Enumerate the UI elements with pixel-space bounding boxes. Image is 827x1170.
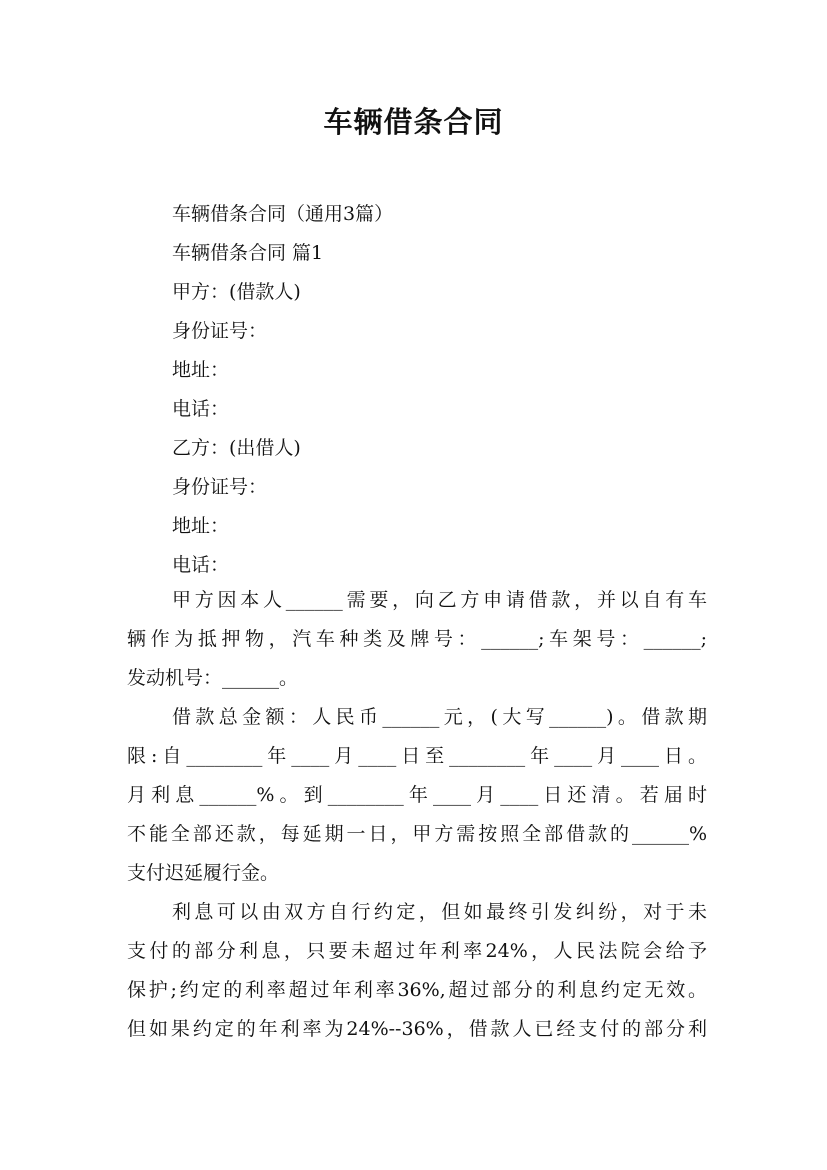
party-a-phone-field: 电话：: [172, 398, 230, 420]
party-a-label: 甲方：(借款人): [172, 281, 301, 303]
party-b-id-field: 身份证号：: [172, 476, 268, 498]
party-a-id-field: 身份证号：: [172, 320, 268, 342]
paragraph-line: 利息可以由双方自行约定，但如最终引发纠纷，对于未: [172, 901, 707, 923]
paragraph-interest: [127, 893, 707, 1049]
paragraph-line: 支付迟延履行金。: [127, 862, 280, 884]
paragraph-loan-terms: [127, 698, 707, 893]
paragraph-line: 限:自________年____月____日至________年____月____日。: [127, 745, 707, 767]
party-b-address-field: 地址：: [172, 515, 230, 537]
paragraph-line: 支付的部分利息，只要未超过年利率24%，人民法院会给予: [127, 940, 707, 962]
party-b-label: 乙方：(出借人): [172, 437, 301, 459]
paragraph-line: 但如果约定的年利率为24%--36%，借款人已经支付的部分利: [127, 1018, 707, 1040]
paragraph-line: 发动机号：______。: [127, 667, 299, 689]
paragraph-collateral: [127, 581, 707, 698]
section-heading: 车辆借条合同 篇1: [172, 242, 324, 264]
paragraph-line: 月利息______%。到________年____月____日还清。若届时: [127, 784, 707, 806]
party-a-address-field: 地址：: [172, 359, 230, 381]
paragraph-line: 甲方因本人______需要，向乙方申请借款，并以自有车: [172, 589, 707, 611]
document-subtitle: 车辆借条合同（通用3篇）: [172, 203, 394, 225]
paragraph-line: 辆作为抵押物，汽车种类及牌号：______;车架号：______;: [127, 628, 707, 650]
document-title: 车辆借条合同: [323, 105, 504, 139]
paragraph-line: 不能全部还款，每延期一日，甲方需按照全部借款的______%: [127, 823, 707, 845]
party-b-phone-field: 电话：: [172, 554, 230, 576]
paragraph-line: 借款总金额：人民币______元，(大写______)。借款期: [172, 706, 707, 728]
paragraph-line: 保护;约定的利率超过年利率36%,超过部分的利息约定无效。: [127, 979, 707, 1001]
